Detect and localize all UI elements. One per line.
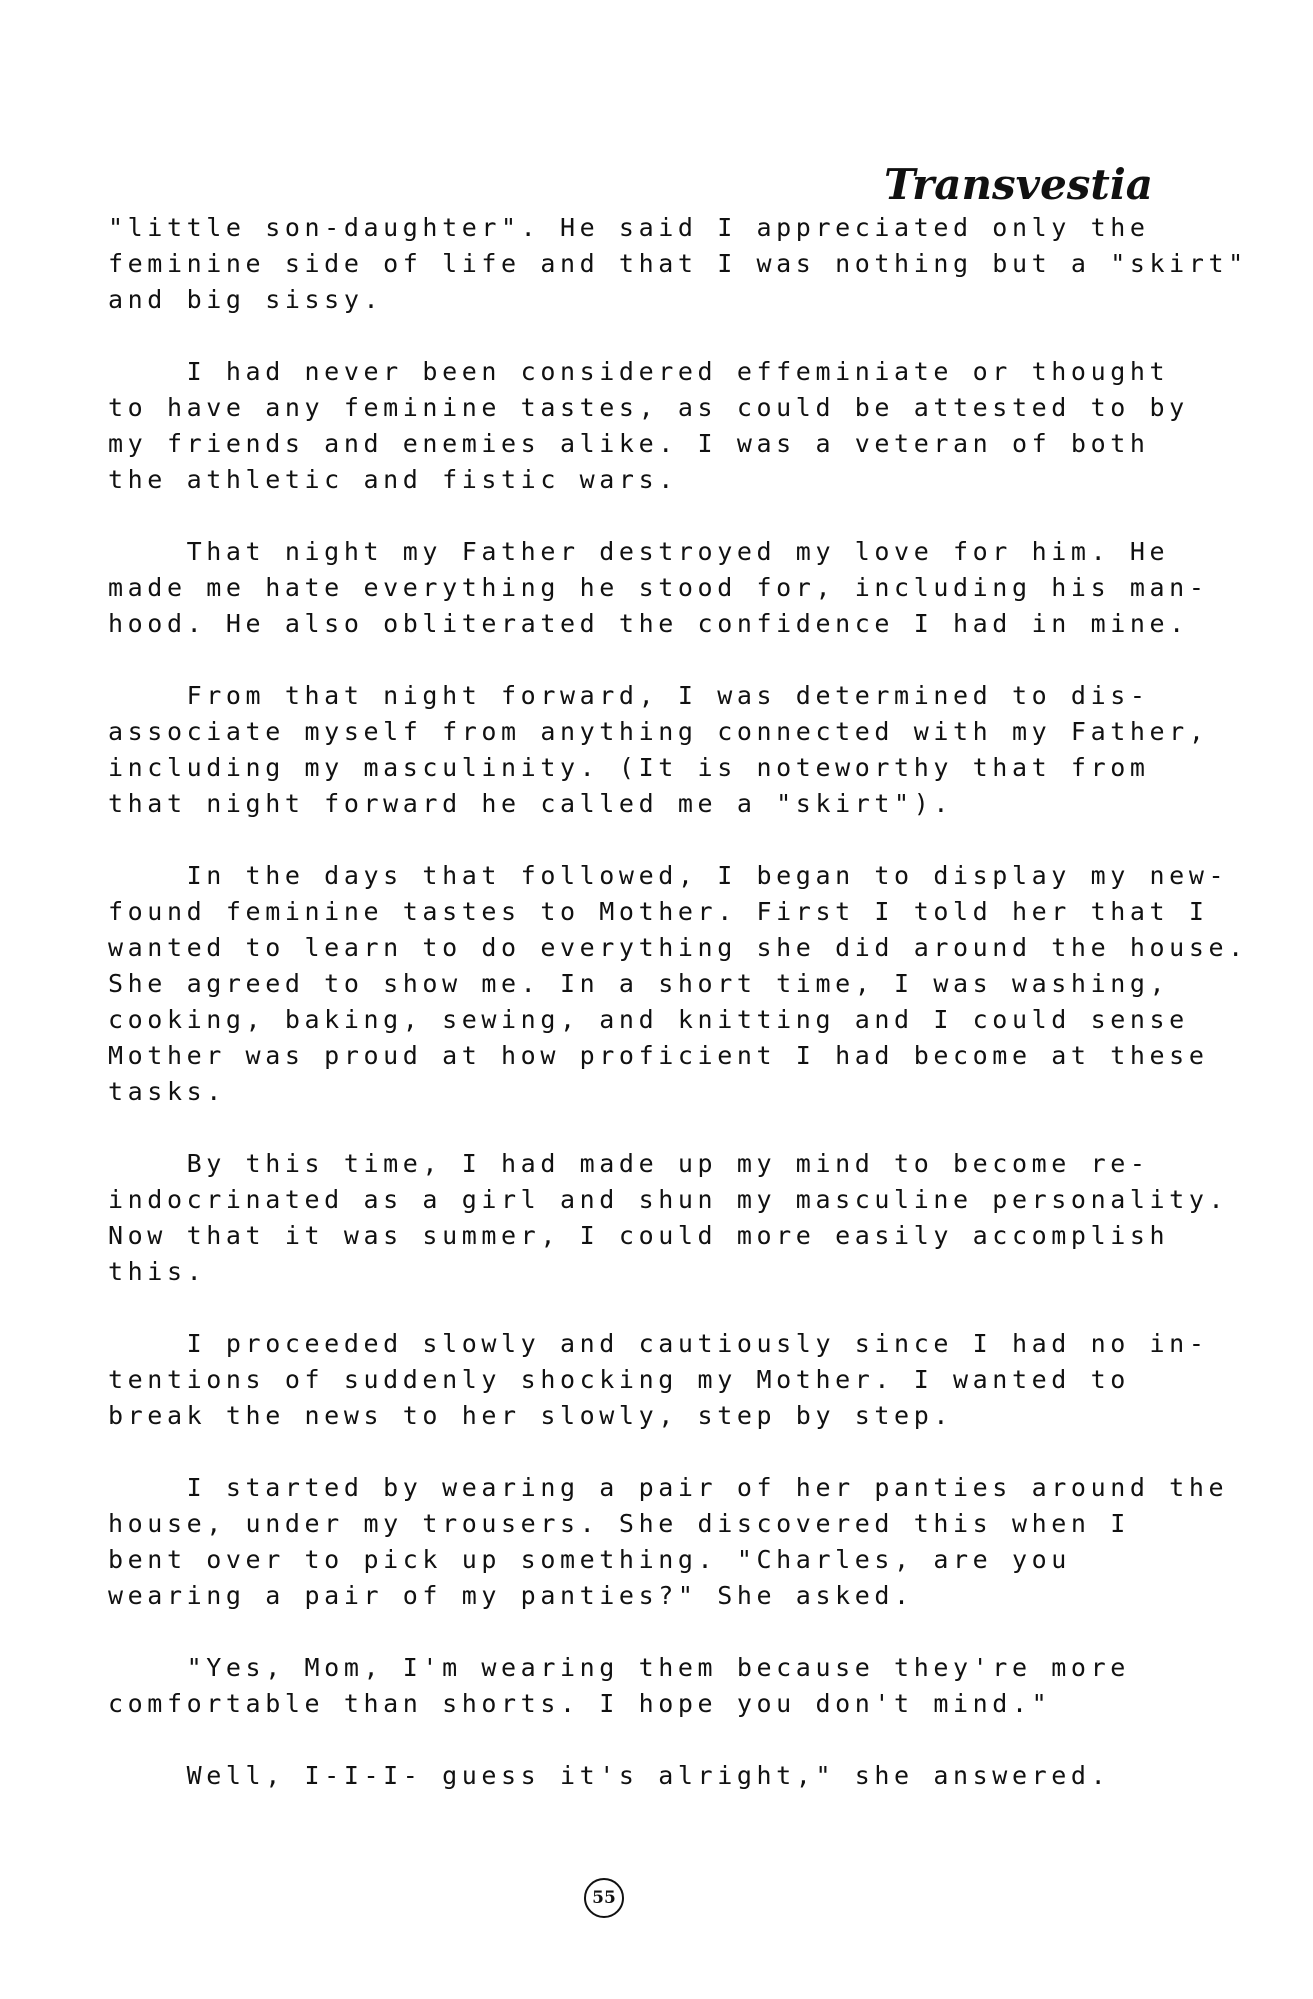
- text-line: made me hate everything he stood for, including his man-: [108, 573, 1209, 602]
- text-line: my friends and enemies alike. I was a veteran of both: [108, 429, 1150, 458]
- text-line: that night forward he called me a "skirt").: [108, 789, 954, 818]
- text-line: wanted to learn to do everything she did around the house.: [108, 933, 1248, 962]
- text-line: Now that it was summer, I could more easily accomplish: [108, 1221, 1170, 1250]
- text-line: associate myself from anything connected with my Father,: [108, 717, 1209, 746]
- text-line: Mother was proud at how proficient I had become at these: [108, 1041, 1209, 1070]
- text-line: tasks.: [108, 1077, 226, 1106]
- text-line: feminine side of life and that I was nothing but a "skirt": [108, 249, 1248, 278]
- paragraph: [108, 534, 1209, 642]
- text-line: including my masculinity. (It is noteworthy that from: [108, 753, 1150, 782]
- text-line: indocrinated as a girl and shun my masculine personality.: [108, 1185, 1229, 1214]
- paragraph: [108, 210, 1248, 318]
- text-line: and big sissy.: [108, 285, 384, 314]
- paragraph: [108, 1146, 1229, 1290]
- paragraph: [108, 858, 1248, 1110]
- text-line: the athletic and fistic wars.: [108, 465, 678, 494]
- text-line: bent over to pick up something. "Charles, are you: [108, 1545, 1071, 1574]
- text-line: found feminine tastes to Mother. First I told her that I: [108, 897, 1209, 926]
- paragraph: [108, 1650, 1178, 1722]
- text-line: From that night forward, I was determined to dis-: [108, 681, 1150, 710]
- text-line: this.: [108, 1257, 207, 1286]
- text-line: cooking, baking, sewing, and knitting and I could sense: [108, 1005, 1189, 1034]
- text-line: That night my Father destroyed my love for him. He: [108, 537, 1170, 566]
- paragraph: [108, 354, 1189, 498]
- paragraph: [108, 678, 1209, 822]
- text-line: "Yes, Mom, I'm wearing them because they're more: [108, 1653, 1130, 1682]
- text-line: I proceeded slowly and cautiously since I had no in-: [108, 1329, 1209, 1358]
- page-header-title: Transvestia: [883, 160, 1153, 209]
- text-line: By this time, I had made up my mind to become re-: [108, 1149, 1150, 1178]
- paragraph: [108, 1758, 1178, 1794]
- text-line: I started by wearing a pair of her panties around the: [108, 1473, 1229, 1502]
- paragraph: [108, 1470, 1229, 1614]
- text-line: hood. He also obliterated the confidence I had in mine.: [108, 609, 1189, 638]
- text-line: She agreed to show me. In a short time, I was washing,: [108, 969, 1170, 998]
- page-number: 55: [592, 1888, 616, 1908]
- text-line: In the days that followed, I began to display my new-: [108, 861, 1229, 890]
- text-line: wearing a pair of my panties?" She asked.: [108, 1581, 914, 1610]
- text-line: tentions of suddenly shocking my Mother. I wanted to: [108, 1365, 1130, 1394]
- paragraph: [108, 1326, 1209, 1434]
- text-line: Well, I-I-I- guess it's alright," she answered.: [108, 1761, 1111, 1790]
- text-line: comfortable than shorts. I hope you don't mind.": [108, 1689, 1052, 1718]
- text-line: "little son-daughter". He said I appreciated only the: [108, 213, 1150, 242]
- text-line: break the news to her slowly, step by step.: [108, 1401, 954, 1430]
- text-line: I had never been considered effeminiate or thought: [108, 357, 1170, 386]
- text-line: house, under my trousers. She discovered this when I: [108, 1509, 1130, 1538]
- body-text: [108, 210, 1248, 1830]
- page-number-badge: [584, 1878, 624, 1918]
- text-line: to have any feminine tastes, as could be attested to by: [108, 393, 1189, 422]
